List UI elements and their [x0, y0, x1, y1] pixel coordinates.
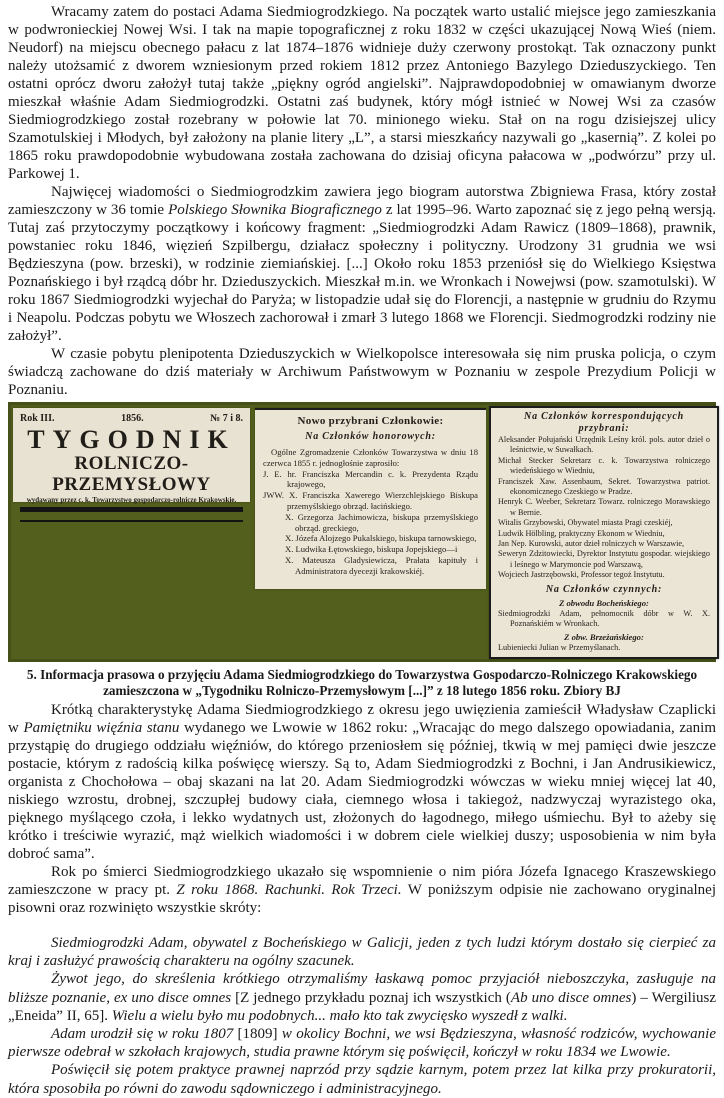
quote-text: Żywot jego, do skreślenia krótkiego otrzymaliśmy łaskawą pomoc przyjaciół nieboszczyka, zasługuje na bliższe poznanie, ex uno disce omnes: [8, 971, 716, 1006]
member-list-item: Ludwik Hölbling, praktyczny Ekonom w Wiedniu,: [498, 528, 665, 538]
member-list-item: Siedmiogrodzki Adam, pełnomocnik dóbr w W. X. Poznańskiém w Wronkach.: [498, 608, 710, 629]
member-list-item: JWW. X. Franciszka Xawerego Wierzchlejskiego Biskupa przemyślskiego obrząd. łacińskiego.: [263, 490, 478, 511]
member-list-item: X. Mateusza Gladysiewicza, Prałata kapituły i Administratora dyecezji krakowskiéj.: [285, 554, 478, 576]
paragraph-czaplicki: [8, 701, 716, 863]
member-list-item: X. Ludwika Łętowskiego, biskupa Jopejskiego—i: [285, 544, 458, 555]
member-list-item: X. Józefa Alojzego Pukalskiego, biskupa tarnowskiego,: [285, 533, 477, 544]
quote-paragraph: [8, 970, 716, 1025]
honorary-members-heading: Na Członków honorowych:: [305, 431, 436, 442]
clipping-masthead: [13, 408, 250, 502]
quote-text: w okolicy Bochni, we wsi Będzieszyna, własność rodziców, wychowanie pierwsze odebrał w szkołach krajowych, studia prawne którym się poświęcił, kończył w roku 1834 we Lwowie.: [8, 1026, 717, 1061]
member-list-item: J. E. hr. Franciszka Mercandin c. k. Prezydenta Rządu krajowego,: [263, 468, 478, 490]
member-list-item: Aleksander Połujański Urzędnik Leśny król. pols. autor dzieł o leśnictwie, w Suwałkach.: [498, 435, 710, 455]
quoted-obituary: [8, 934, 716, 1098]
figure-caption-line2: zamieszczona w „Tygodniku Rolniczo-Przemysłowym [...]” z 18 lutego 1856 roku. Zbiory BJ: [103, 683, 621, 698]
honorary-members-intro: Ogólne Zgromadzenie Członków Towarzystwa w dniu 18 czerwca 1855 r. jednogłośnie zaprosiło:: [263, 447, 478, 468]
quote-paragraph: Siedmiogrodzki Adam, obywatel z Bocheńskiego w Galicji, jeden z tych ludzi którym dostało się cierpieć za kraj i zasłużyć prawością charakteru na ogólny szacunek.: [8, 935, 716, 970]
new-members-heading: Nowo przybrani Członkowie:: [297, 415, 444, 427]
paragraph-kraszewski-text-a: Rok po śmierci Siedmiogrodzkiego ukazało się wspomnienie o nim pióra Józefa Ignacego Kraszewskiego zamieszczone w pracy pt.: [8, 864, 716, 898]
masthead-info-row: [20, 413, 243, 424]
active-members-heading: Na Członków czynnych:: [545, 583, 663, 595]
masthead-subtitle: wydawany przez c. k. Towarzystwo gospodarczo-rolnicze Krakowskie.: [26, 496, 237, 504]
member-list-item: Lubieniecki Julian w Przemyślanach.: [498, 642, 621, 652]
district-bochnia-heading: Z obwodu Bocheńskiego:: [559, 597, 649, 608]
member-list-item: X. Grzegorza Jachimowicza, biskupa przemyślskiego obrząd. greckiego,: [285, 511, 478, 533]
paragraph-residence: Wracamy zatem do postaci Adama Siedmiogrodzkiego. Na początek warto ustalić miejsce jego zamieszkania w podwronieckiej Nowej Wsi. I tak na mapie topograficznej z roku 1832 w części ukazującej Nową Wieś (niem. Neudorf) na miejscu obecnego pałacu z lat 1874–1876 widnieje duży czerwony prostokąt. Tak oznaczony punkt należy utożsamić z dworem wzniesionym przed rokiem 1812 przez Antoniego Bazylego Dzieduszyckiego. Ten ostatni oprócz dworu założył tutaj także „piękny ogród angielski”. Najprawdopodobniej w omawianym dworze mieszkał właśnie Adam Siedmiogrodzki. Ostatni zaś budynek, który mógł istnieć w Nowej Wsi za czasów Siedmiogrodzkiego został rozebrany w połowie lat 70. minionego wieku. Stał on na rogu dzisiejszej ulicy Szamotulskiej i Młodych, był założony na planie litery „L”, a starsi mieszkańcy nazywali go „kasernią”. Z kolei po 1865 roku prawdopodobnie wybudowana została zachowana do dzisiaj oficyna pałacowa w „podwórzu” przy ul. Parkowej 1.: [8, 4, 716, 182]
paragraph-kraszewski-text-b: W poniższym odpisie nie zachowano oryginalnej pisowni oraz rozwinięto wszystkie skróty:: [8, 882, 716, 916]
latin-phrase: Ab uno disce omnes: [510, 989, 632, 1006]
masthead-year: 1856.: [121, 413, 144, 424]
member-list-item: Wojciech Jastrzębowski, Professor tegoż Instytutu.: [498, 570, 665, 580]
paragraph-biogram-text-b: z lat 1995–96. Warto zapoznać się z jego pełną wersją. Tutaj zaś przytoczymy początkowy i końcowy fragment: „Siedmiogrodzki Adam Rawicz (1809–1868), prawnik, powstaniec roku 1846, więzień Szpilbergu, działacz społeczny i polityczny. Urodzony 31 grudnia we wsi Będzieszyna (pow. brzeski), w rodzinie ziemiańskiej. [...] Około roku 1853 przeniósł się do Wielkiego Księstwa Poznańskiego i był rządcą dóbr hr. Dzieduszyckich. Mieszkał m.in. we Wronkach i Nowejwsi (pow. szamotulski). W roku 1867 Siedmiogrodzki wyjechał do Paryża; w listopadzie udał się do Florencji, a następnie w grudniu do Rzymu i Neapolu. Podczas pobytu we Włoszech zachorował i zmarł 3 lutego 1868 we Florencji. Siedmogrodzki rodziny nie założył”.: [8, 202, 716, 344]
paragraph-czaplicki-text-b: wydanego we Lwowie w 1862 roku: „Wracając do mego dalszego opowiadania, zanim przystąpię do drugiego oddziału więźniów, do którego przeniosłem się później, tkwią w mej pamięci dwie jeszcze postacie, którym z radością kilka poświęcę wierszy. Są to, Adam Siedmiogrodzki z Bochni, i Jan Andrusikiewicz, organista z Chochołowa – obaj skazani na lat 20. Adam Siedmiogrodzki wówczas w wieku mniej więcej lat 40, niskiego wzrostu, drobnej, szczupłej budowy ciała, ciemnego włosa i takiegoż, nadzwyczaj wyrazistego oka, pięknego myślącego czoła, i lekko wydatnych ust, złożonych do łagodnego, miłego uśmiechu. Był to ażeby się krótko i treściwie wyrazić, mąż wielkich wiadomości i w dobrem ciele wielkiej duszy; usposobienia w nim była dobroć sama”.: [8, 720, 717, 862]
member-list-item: Franciszek Xaw. Assenbaum, Sekret. Towarzystwa patriot. ekonomicznego Czeskiego w Pradze.: [498, 476, 710, 497]
editorial-note: [Z jednego przykładu poznaj ich wszystkich (: [235, 989, 511, 1006]
figure-press-clippings: [8, 402, 716, 662]
corresponding-members-heading: Na Członków korrespondujących przybrani:: [524, 411, 684, 434]
masthead-volume: Rok III.: [20, 413, 55, 424]
quote-text: Wielu a wielu było mu podobnych... mało kto tak zwycięsko wyszedł z walki.: [107, 1007, 568, 1024]
editorial-note: [1809]: [237, 1026, 278, 1043]
masthead-rule: [20, 507, 243, 522]
figure-caption-line1: 5. Informacja prasowa o przyjęciu Adama Siedmiogrodzkiego do Towarzystwa Gospodarczo-Rolniczego Krakowskiego: [26, 667, 698, 682]
member-list-item: Witalis Grzybowski, Obywatel miasta Pragi czeskiéj,: [498, 518, 673, 528]
figure-caption: [8, 667, 716, 699]
paragraph-czaplicki-text-a: Krótką charakterystykę Adama Siedmiogrodzkiego z okresu jego uwięzienia zamieścił Władysław Czaplicki w: [8, 702, 716, 736]
quote-text: Adam urodził się w roku 1807: [51, 1026, 238, 1043]
member-list-item: Henryk C. Weeber, Sekretarz Towarz. rolniczego Morawskiego w Bernie.: [498, 497, 710, 517]
masthead-issue-number: № 7 i 8.: [210, 413, 243, 424]
member-list-item: Jan Nep. Kurowski, autor dzieł rolniczych w Warszawie,: [498, 539, 685, 549]
clipping-new-members: [255, 408, 486, 589]
cited-title-psb: Polskiego Słownika Biograficznego: [168, 202, 382, 218]
clipping-corresponding-members: [489, 406, 719, 659]
quote-paragraph: Poświęcił się potem praktyce prawnej naprzód przy sądzie karnym, potem przez lat kilka przy prokuratorii, która sposobiła po równi do zawodu sądowniczego i administracyjnego.: [8, 1062, 716, 1097]
cited-title-rachunki: Z roku 1868. Rachunki. Rok Trzeci.: [176, 882, 402, 898]
paragraph-police: W czasie pobytu plenipotenta Dzieduszyckich w Wielkopolsce interesowała się nim pruska policja, o czym świadczą zachowane do dziś materiały w Archiwum Państwowym w Poznaniu w zespole Prezydium Policji w Poznaniu.: [8, 346, 716, 398]
paragraph-biogram-text-a: Najwięcej wiadomości o Siedmiogrodzkim zawiera jego biogram autorstwa Zbigniewa Frasa, który został zamieszczony w 36 tomie: [8, 184, 716, 218]
quote-paragraph: [8, 1025, 716, 1061]
masthead-title-line1: TYGODNIK: [27, 425, 236, 454]
member-list-item: Seweryn Zdzitowiecki, Dyrektor Instytutu gospodar. wiejskiego i leśnego w Marymoncie pod Warszawą,: [498, 549, 710, 569]
member-list-item: Michał Stecker Sekretarz c. k. Towarzystwa rolniczego wiedeńskiego w Wiedniu,: [498, 455, 710, 476]
masthead-title-line2: ROLNICZO-PRZEMYSŁOWY: [52, 453, 211, 495]
paragraph-kraszewski: [8, 863, 716, 917]
cited-title-pamietnik: Pamiętniku więźnia stanu: [23, 720, 180, 736]
district-brzezany-heading: Z obw. Brzeżańskiego:: [564, 631, 644, 642]
editorial-note: ) – Wergiliusz „Eneida” II, 65].: [8, 989, 716, 1024]
paragraph-biogram: [8, 183, 716, 345]
